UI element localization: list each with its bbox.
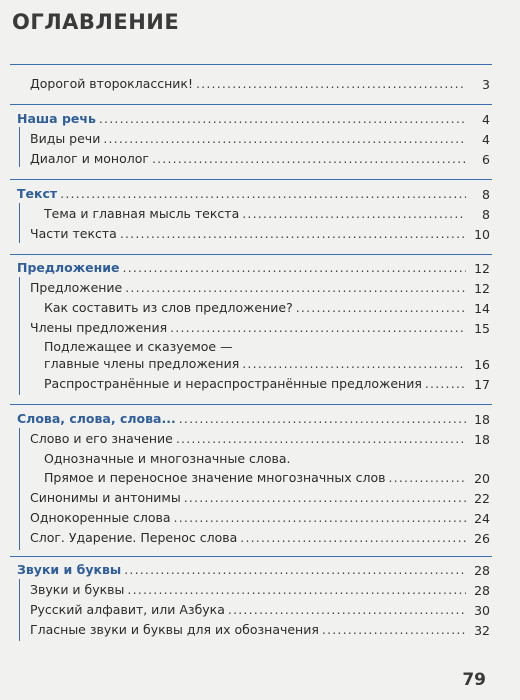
- section-title: Звуки и буквы: [17, 562, 124, 577]
- toc-entry: [44, 300, 490, 318]
- dot-leader: [103, 131, 466, 146]
- entry-page: 30: [474, 603, 490, 618]
- entry-page: 16: [474, 357, 490, 372]
- toc-entry: [30, 490, 490, 508]
- toc-entry: [30, 151, 490, 169]
- entry-label: Дорогой второклассник!: [30, 76, 196, 91]
- entry-page: 12: [474, 281, 490, 296]
- dot-leader: [389, 470, 467, 485]
- toc-section: [17, 411, 490, 429]
- toc-entry: [30, 602, 490, 620]
- section-bar: [19, 428, 20, 550]
- dot-leader: [179, 411, 466, 426]
- dot-leader: [120, 226, 466, 241]
- section-bar: [19, 579, 20, 641]
- entry-page: 3: [482, 77, 490, 92]
- dot-leader: [152, 151, 466, 166]
- dot-leader: [99, 111, 466, 126]
- toc-entry: [44, 206, 490, 224]
- toc-entry: [30, 131, 490, 149]
- dot-leader: [228, 602, 466, 617]
- entry-page: 32: [474, 623, 490, 638]
- entry-page: 18: [474, 432, 490, 447]
- toc-entry: [44, 470, 490, 488]
- toc-entry: [30, 622, 490, 640]
- toc-entry: [30, 530, 490, 548]
- dot-leader: [127, 582, 466, 597]
- divider: [10, 404, 492, 405]
- entry-label: Части текста: [30, 226, 120, 241]
- section-bar: [19, 277, 20, 395]
- toc-entry: [30, 280, 490, 298]
- divider: [10, 556, 492, 557]
- entry-label: Слово и его значение: [30, 431, 176, 446]
- entry-page: 26: [474, 531, 490, 546]
- dot-leader: [60, 186, 466, 201]
- entry-page: 10: [474, 227, 490, 242]
- dot-leader: [124, 562, 466, 577]
- entry-label: Звуки и буквы: [30, 582, 127, 597]
- dot-leader: [322, 622, 466, 637]
- dot-leader: [176, 431, 466, 446]
- entry-label: Предложение: [30, 280, 125, 295]
- entry-label: Подлежащее и сказуемое —: [44, 339, 233, 354]
- entry-page: 24: [474, 511, 490, 526]
- entry-page: 28: [474, 563, 490, 578]
- page-title: ОГЛАВЛЕНИЕ: [12, 10, 180, 34]
- section-bar: [19, 127, 20, 167]
- entry-label: Гласные звуки и буквы для их обозначения: [30, 622, 322, 637]
- section-title: Слова, слова, слова...: [17, 411, 179, 426]
- entry-label: Слог. Ударение. Перенос слова: [30, 530, 240, 545]
- entry-page: 20: [474, 471, 490, 486]
- dot-leader: [184, 490, 466, 505]
- entry-label: Тема и главная мысль текста: [44, 206, 242, 221]
- divider: [10, 179, 492, 180]
- entry-label: Распространённые и нераспространённые предложения: [44, 376, 425, 391]
- section-title: Наша речь: [17, 111, 99, 126]
- page-number: 79: [462, 670, 486, 690]
- toc-entry: [30, 431, 490, 449]
- divider: [10, 254, 492, 255]
- divider: [10, 64, 492, 65]
- entry-page: 17: [474, 377, 490, 392]
- entry-page: 22: [474, 491, 490, 506]
- entry-page: 15: [474, 321, 490, 336]
- toc-entry: [44, 376, 490, 394]
- entry-label: Прямое и переносное значение многозначных слов: [44, 470, 389, 485]
- toc-section: [17, 186, 490, 204]
- entry-label: главные члены предложения: [44, 356, 242, 371]
- entry-page: 18: [474, 412, 490, 427]
- entry-label: Как составить из слов предложение?: [44, 300, 296, 315]
- entry-label: Виды речи: [30, 131, 103, 146]
- section-title: Предложение: [17, 260, 123, 275]
- toc-entry: [44, 356, 490, 374]
- entry-page: 14: [474, 301, 490, 316]
- dot-leader: [242, 356, 466, 371]
- dot-leader: [425, 376, 466, 391]
- dot-leader: [174, 510, 466, 525]
- entry-label: Диалог и монолог: [30, 151, 152, 166]
- entry-page: 6: [482, 152, 490, 167]
- entry-page: 4: [482, 132, 490, 147]
- entry-label: Однокоренные слова: [30, 510, 174, 525]
- toc-section: [17, 111, 490, 129]
- toc-entry: [30, 582, 490, 600]
- entry-label: Однозначные и многозначные слова.: [44, 451, 291, 466]
- divider: [10, 104, 492, 105]
- dot-leader: [296, 300, 466, 315]
- entry-label: Члены предложения: [30, 320, 170, 335]
- dot-leader: [242, 206, 466, 221]
- entry-label: Русский алфавит, или Азбука: [30, 602, 228, 617]
- dot-leader: [240, 530, 466, 545]
- toc-entry: [30, 76, 490, 94]
- toc-entry: [30, 320, 490, 338]
- toc-entry: [30, 510, 490, 528]
- entry-page: 4: [482, 112, 490, 127]
- dot-leader: [125, 280, 466, 295]
- entry-page: 12: [474, 261, 490, 276]
- toc-section: [17, 562, 490, 580]
- entry-label: Синонимы и антонимы: [30, 490, 184, 505]
- toc-entry: [30, 226, 490, 244]
- dot-leader: [123, 260, 466, 275]
- entry-page: 8: [482, 187, 490, 202]
- dot-leader: [196, 76, 466, 91]
- entry-page: 8: [482, 207, 490, 222]
- section-bar: [19, 203, 20, 243]
- entry-page: 28: [474, 583, 490, 598]
- section-title: Текст: [17, 186, 60, 201]
- toc-section: [17, 260, 490, 278]
- dot-leader: [170, 320, 466, 335]
